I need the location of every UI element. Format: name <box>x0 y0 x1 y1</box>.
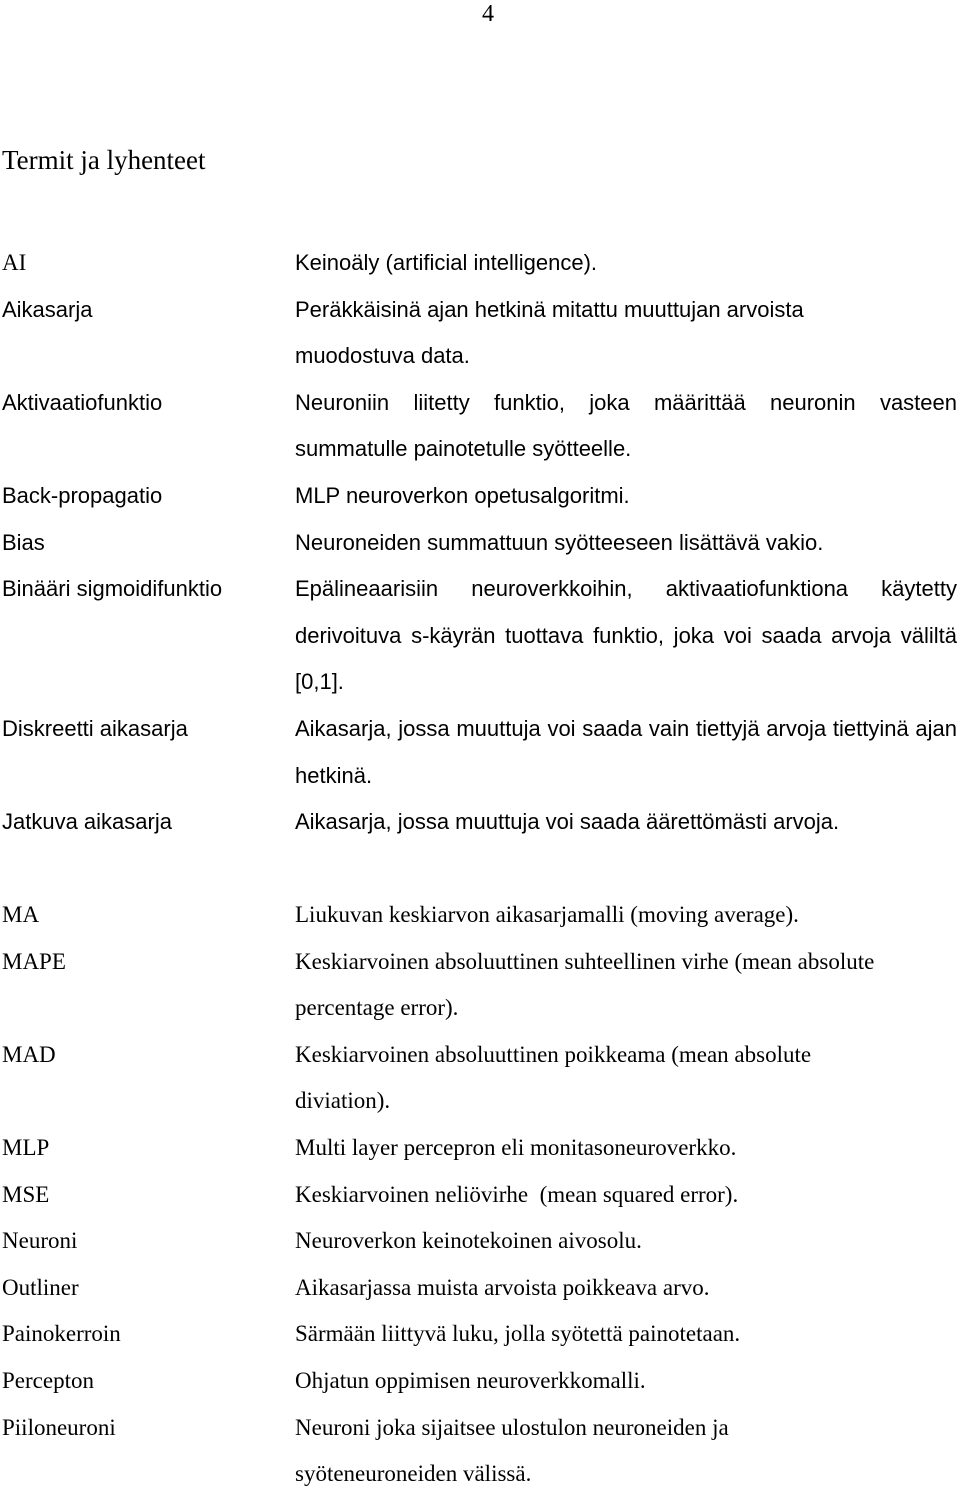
glossary-term: MSE <box>2 1181 50 1207</box>
glossary-term: Neuroni <box>2 1228 78 1254</box>
glossary-row <box>0 892 960 939</box>
glossary-section-abbreviations <box>0 892 960 1498</box>
glossary-term: Bias <box>2 529 45 555</box>
glossary-term: Binääri sigmoidifunktio <box>2 576 223 602</box>
glossary-definition: Neuroniin liitetty funktio, joka määrittää neuronin vasteen summatulle painotetulle syötteelle. <box>295 389 957 462</box>
glossary-row <box>0 706 960 799</box>
page-heading: Termit ja lyhenteet <box>2 145 206 175</box>
glossary-row <box>0 520 960 567</box>
glossary-row <box>0 1358 960 1405</box>
glossary-definition: Aikasarja, jossa muuttuja voi saada vain tiettyjä arvoja tiettyinä ajan hetkinä. <box>295 715 957 788</box>
glossary-term: Aikasarja <box>2 296 93 322</box>
glossary-definition: Keskiarvoinen absoluuttinen poikkeama (mean absolute diviation). <box>295 1041 812 1114</box>
glossary-row <box>0 1311 960 1358</box>
glossary-term: Back-propagatio <box>2 482 163 508</box>
glossary-definition: MLP neuroverkon opetusalgoritmi. <box>295 482 630 508</box>
glossary-section-terms <box>0 240 960 846</box>
glossary-term: Percepton <box>2 1367 94 1393</box>
glossary-definition: Neuroneiden summattuun syötteeseen lisättävä vakio. <box>295 529 824 555</box>
glossary-row <box>0 287 960 380</box>
glossary-definition: Särmään liittyvä luku, jolla syötettä painotetaan. <box>295 1321 741 1347</box>
glossary-definition: Ohjatun oppimisen neuroverkkomalli. <box>295 1367 646 1393</box>
glossary-row <box>0 1405 960 1498</box>
glossary-row <box>0 1265 960 1312</box>
glossary-term: MAPE <box>2 948 66 974</box>
glossary-definition: Epälineaarisiin neuroverkkoihin, aktivaatiofunktiona käytetty derivoituva s-käyrän tuottava funktio, joka voi saada arvoja väliltä [0,1]. <box>295 576 957 695</box>
glossary-row <box>0 473 960 520</box>
glossary-row <box>0 1218 960 1265</box>
glossary-term: Outliner <box>2 1274 79 1300</box>
page-number: 4 <box>482 1 494 27</box>
glossary-row <box>0 240 960 287</box>
glossary-row <box>0 1125 960 1172</box>
glossary-term: MA <box>2 902 40 927</box>
glossary-term: Jatkuva aikasarja <box>2 809 172 835</box>
glossary-row <box>0 566 960 706</box>
glossary-term: Diskreetti aikasarja <box>2 715 188 741</box>
glossary-definition: Neuroverkon keinotekoinen aivosolu. <box>295 1228 642 1254</box>
glossary-row <box>0 1172 960 1219</box>
glossary-term: MAD <box>2 1041 56 1067</box>
glossary-term: Aktivaatiofunktio <box>2 389 163 415</box>
glossary-definition: Aikasarja, jossa muuttuja voi saada äärettömästi arvoja. <box>295 809 840 835</box>
glossary-definition: Peräkkäisinä ajan hetkinä mitattu muuttujan arvoista muodostuva data. <box>295 296 804 369</box>
glossary-row <box>0 380 960 473</box>
glossary-term: Painokerroin <box>2 1321 121 1347</box>
glossary-row <box>0 939 960 1032</box>
glossary-term: Piiloneuroni <box>2 1414 116 1440</box>
glossary-row <box>0 1032 960 1125</box>
glossary-definition: Keskiarvoinen absoluuttinen suhteellinen virhe (mean absolute percentage error). <box>295 948 875 1021</box>
glossary-definition: Neuroni joka sijaitsee ulostulon neuroneiden ja syöteneuroneiden välissä. <box>295 1414 729 1487</box>
glossary-definition: Keskiarvoinen neliövirhe (mean squared error). <box>295 1181 739 1207</box>
glossary-definition: Liukuvan keskiarvon aikasarjamalli (moving average). <box>295 902 799 927</box>
glossary-term: MLP <box>2 1134 50 1160</box>
glossary-definition: Keinoäly (artificial intelligence). <box>295 250 598 275</box>
glossary-term: AI <box>2 250 27 275</box>
glossary-row <box>0 799 960 846</box>
glossary-definition: Aikasarjassa muista arvoista poikkeava arvo. <box>295 1274 710 1300</box>
glossary-definition: Multi layer percepron eli monitasoneuroverkko. <box>295 1134 737 1160</box>
